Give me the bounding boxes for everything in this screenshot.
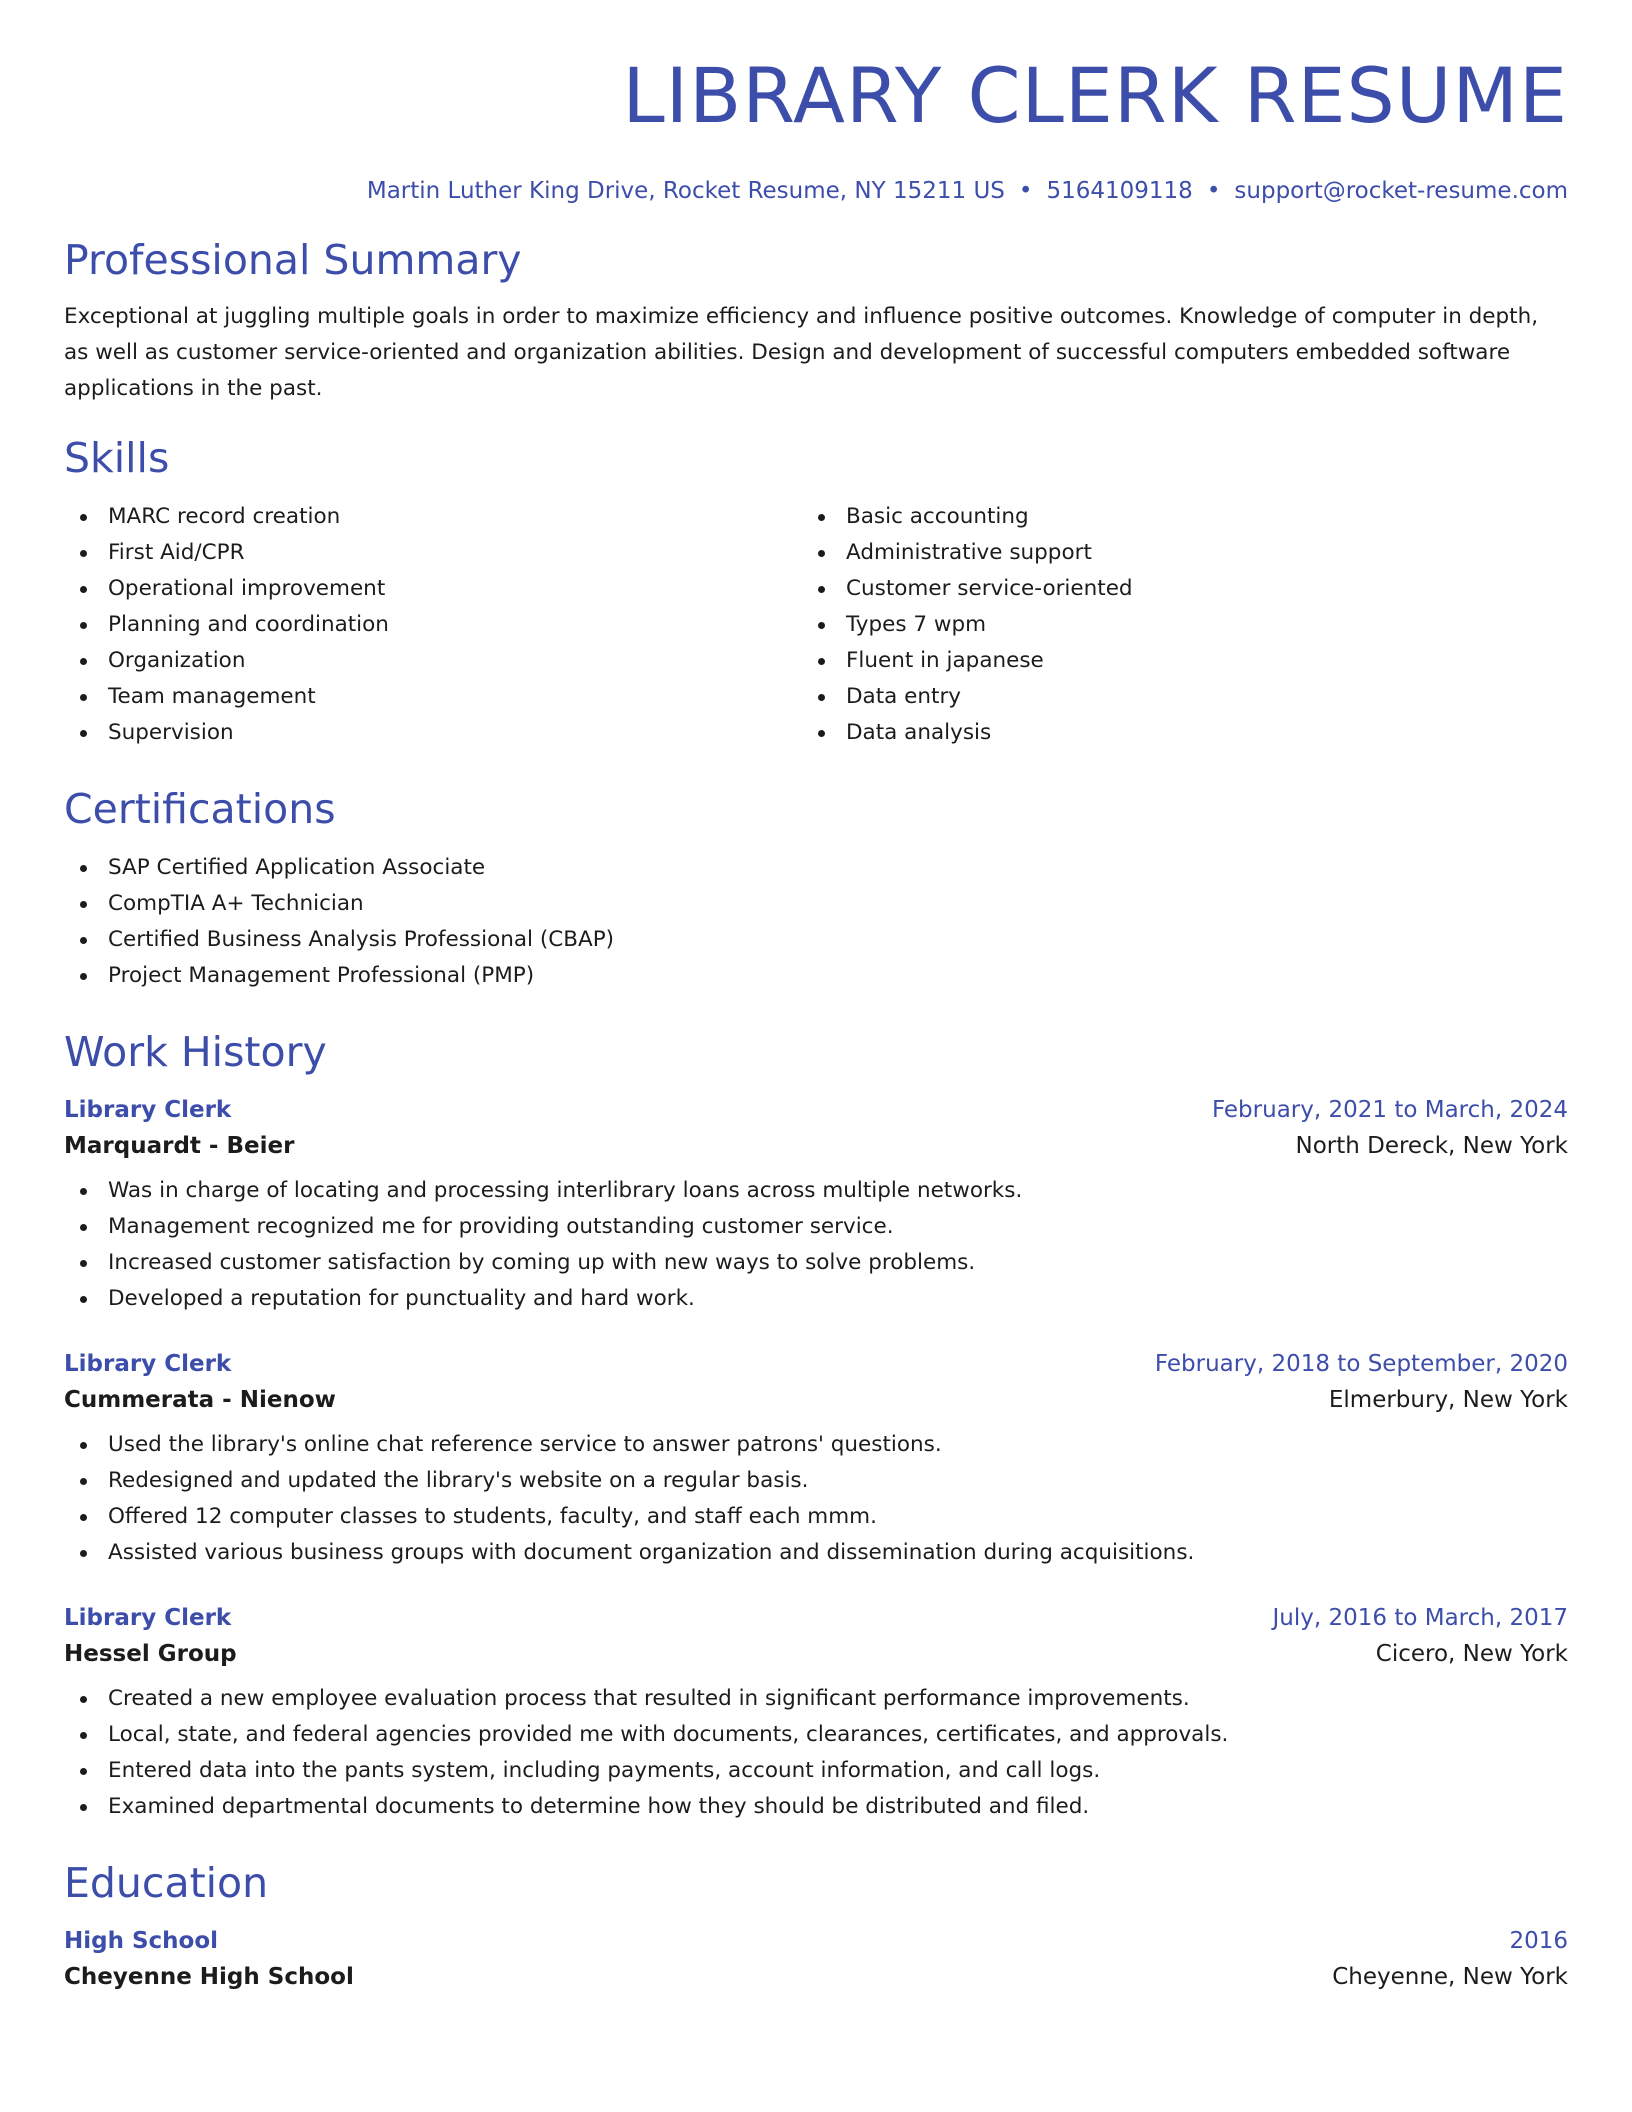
work-history-heading: Work History <box>64 1028 327 1076</box>
job-dates: February, 2021 to March, 2024 <box>1211 1097 1568 1123</box>
skill-item: Fluent in japanese <box>802 643 1562 679</box>
job-dates: February, 2018 to September, 2020 <box>1154 1351 1568 1377</box>
skill-item: Team management <box>64 679 802 715</box>
skill-item: First Aid/CPR <box>64 535 802 571</box>
job-bullet: Developed a reputation for punctuality and hard work. <box>64 1281 1568 1317</box>
contact-phone: 5164109118 <box>1046 178 1193 204</box>
contact-address: Martin Luther King Drive, Rocket Resume, NY 15211 US <box>366 178 1005 204</box>
job-subheader <box>64 1387 1568 1413</box>
skills-section <box>64 434 1568 751</box>
work-history-section <box>64 1028 1568 1825</box>
certification-item: CompTIA A+ Technician <box>64 886 1568 922</box>
education-year: 2016 <box>1509 1928 1568 1954</box>
certifications-list <box>64 850 1568 994</box>
contact-separator: • <box>1018 178 1033 204</box>
certifications-section <box>64 785 1568 994</box>
job-bullet: Offered 12 computer classes to students, faculty, and staff each mmm. <box>64 1499 1568 1535</box>
summary-heading: Professional Summary <box>64 236 522 284</box>
job-subheader <box>64 1133 1568 1159</box>
contact-separator: • <box>1206 178 1221 204</box>
education-location: Cheyenne, New York <box>1332 1964 1568 1990</box>
skill-item: Data analysis <box>802 715 1562 751</box>
skill-item: Operational improvement <box>64 571 802 607</box>
education-header <box>64 1928 1568 1954</box>
job-bullet: Local, state, and federal agencies provided me with documents, clearances, certificates, and approvals. <box>64 1717 1568 1753</box>
skill-item: Administrative support <box>802 535 1562 571</box>
resume-title: LIBRARY CLERK RESUME <box>622 51 1568 140</box>
job-dates: July, 2016 to March, 2017 <box>1272 1605 1568 1631</box>
skill-item: Planning and coordination <box>64 607 802 643</box>
education-subheader <box>64 1964 1568 1990</box>
job-bullet: Management recognized me for providing outstanding customer service. <box>64 1209 1568 1245</box>
skill-item: Customer service-oriented <box>802 571 1562 607</box>
education-degree: High School <box>64 1928 219 1954</box>
skills-grid <box>64 499 1568 751</box>
skill-item: Supervision <box>64 715 802 751</box>
job-header <box>64 1605 1568 1631</box>
job-bullet: Assisted various business groups with document organization and dissemination during acquisitions. <box>64 1535 1568 1571</box>
job-bullet: Entered data into the pants system, including payments, account information, and call logs. <box>64 1753 1568 1789</box>
skill-item: Organization <box>64 643 802 679</box>
job-title: Library Clerk <box>64 1351 232 1377</box>
education-entry <box>64 1928 1568 1990</box>
job-entry <box>64 1097 1568 1317</box>
summary-text: Exceptional at juggling multiple goals in order to maximize efficiency and influence positive outcomes. Knowledge of computer in depth, as well as customer service-oriented and organization abilities. Design and development of successful computers embedded software applications in the past. <box>64 304 1539 401</box>
job-bullet: Redesigned and updated the library's website on a regular basis. <box>64 1463 1568 1499</box>
education-heading: Education <box>64 1859 269 1907</box>
job-company: Cummerata - Nienow <box>64 1387 336 1413</box>
education-school: Cheyenne High School <box>64 1964 354 1990</box>
skills-list-left <box>64 499 802 751</box>
job-bullets <box>64 1681 1568 1825</box>
summary-section <box>64 236 1568 407</box>
skill-item: MARC record creation <box>64 499 802 535</box>
job-bullets <box>64 1427 1568 1571</box>
job-header <box>64 1097 1568 1123</box>
job-entry <box>64 1351 1568 1571</box>
skills-list-right <box>802 499 1562 751</box>
job-location: Elmerbury, New York <box>1328 1387 1568 1413</box>
job-title: Library Clerk <box>64 1097 232 1123</box>
job-header <box>64 1351 1568 1377</box>
job-company: Hessel Group <box>64 1641 237 1667</box>
certification-item: Project Management Professional (PMP) <box>64 958 1568 994</box>
job-location: Cicero, New York <box>1375 1641 1568 1667</box>
skill-item: Basic accounting <box>802 499 1562 535</box>
job-bullet: Used the library's online chat reference service to answer patrons' questions. <box>64 1427 1568 1463</box>
skill-item: Types 7 wpm <box>802 607 1562 643</box>
certification-item: SAP Certified Application Associate <box>64 850 1568 886</box>
job-bullet: Examined departmental documents to determine how they should be distributed and filed. <box>64 1789 1568 1825</box>
job-location: North Dereck, New York <box>1295 1133 1568 1159</box>
job-title: Library Clerk <box>64 1605 232 1631</box>
job-bullet: Increased customer satisfaction by coming up with new ways to solve problems. <box>64 1245 1568 1281</box>
certification-item: Certified Business Analysis Professional (CBAP) <box>64 922 1568 958</box>
contact-line <box>64 178 1568 204</box>
certifications-heading: Certifications <box>64 785 336 833</box>
job-bullets <box>64 1173 1568 1317</box>
contact-email: support@rocket-resume.com <box>1234 178 1568 204</box>
job-bullet: Created a new employee evaluation process that resulted in significant performance improvements. <box>64 1681 1568 1717</box>
job-entry <box>64 1605 1568 1825</box>
skill-item: Data entry <box>802 679 1562 715</box>
job-company: Marquardt - Beier <box>64 1133 295 1159</box>
job-bullet: Was in charge of locating and processing interlibrary loans across multiple networks. <box>64 1173 1568 1209</box>
education-section <box>64 1859 1568 1990</box>
job-subheader <box>64 1641 1568 1667</box>
skills-heading: Skills <box>64 434 170 482</box>
